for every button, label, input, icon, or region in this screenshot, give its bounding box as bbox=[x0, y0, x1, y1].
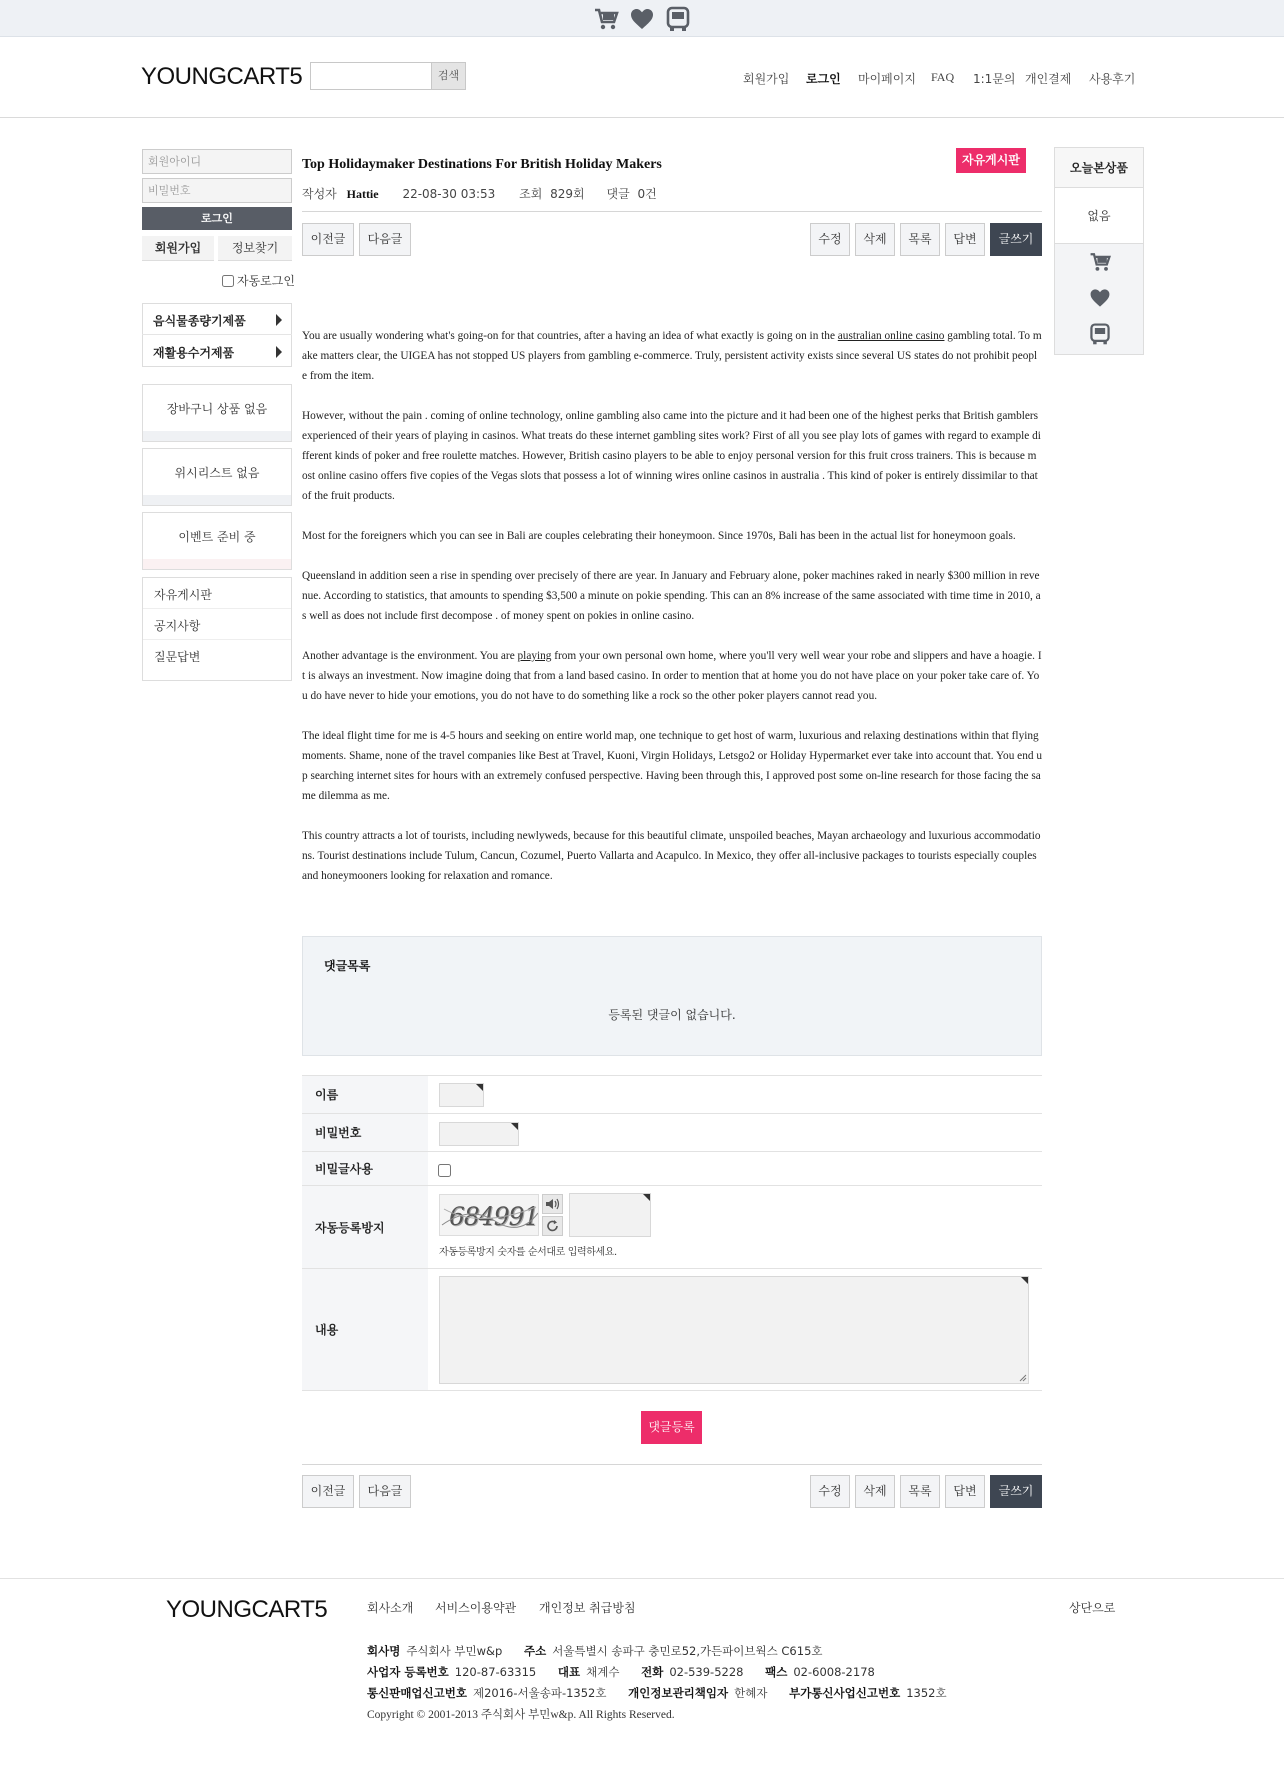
cart-icon[interactable] bbox=[592, 5, 620, 33]
wishlist-empty-text: 위시리스트 없음 bbox=[174, 466, 260, 480]
captcha-refresh-button[interactable] bbox=[542, 1216, 563, 1236]
form-row-password bbox=[302, 1114, 1042, 1152]
nav-reviews[interactable]: 사용후기 bbox=[1089, 72, 1136, 86]
post-title: Top Holidaymaker Destinations For British Holiday Makers bbox=[302, 157, 662, 172]
nav-login[interactable]: 로그인 bbox=[806, 72, 841, 86]
nav-personal-pay[interactable]: 개인결제 bbox=[1025, 72, 1072, 86]
delete-button[interactable]: 삭제 bbox=[855, 223, 895, 256]
name-input[interactable] bbox=[439, 1083, 484, 1107]
reply-button[interactable]: 답변 bbox=[945, 223, 985, 256]
find-info-button[interactable]: 정보찾기 bbox=[218, 236, 292, 261]
edit-button-bottom[interactable]: 수정 bbox=[810, 1475, 850, 1508]
paragraph: Most for the foreigners which you can see in Bali are couples celebrating their honeymoon. Since 1970s, Bali has been in the actual list for honeymoon goals. bbox=[302, 530, 1016, 542]
post-body bbox=[302, 326, 1042, 906]
speaker-icon bbox=[543, 1195, 562, 1213]
post-meta bbox=[302, 185, 657, 202]
delete-button-bottom[interactable]: 삭제 bbox=[855, 1475, 895, 1508]
prev-post-button-bottom[interactable]: 이전글 bbox=[302, 1475, 354, 1508]
captcha-image: 684991 bbox=[439, 1194, 539, 1236]
wishlist-box bbox=[142, 448, 292, 506]
write-button-bottom[interactable]: 글쓰기 bbox=[990, 1475, 1042, 1508]
form-row-name bbox=[302, 1076, 1042, 1114]
resize-handle-icon[interactable] bbox=[1019, 1374, 1027, 1382]
nav-faq[interactable]: FAQ bbox=[931, 70, 955, 84]
password-field[interactable]: 비밀번호 bbox=[142, 178, 292, 203]
caret-right-icon bbox=[276, 314, 282, 326]
views-label: 조회 bbox=[519, 187, 543, 201]
today-viewed-empty: 없음 bbox=[1055, 188, 1143, 244]
caret-right-icon bbox=[276, 346, 282, 358]
next-post-button[interactable]: 다음글 bbox=[359, 223, 411, 256]
auto-login-checkbox[interactable] bbox=[222, 275, 234, 287]
copyright: Copyright © 2001-2013 주식회사 부민w&p. All Rights Reserved. bbox=[367, 1709, 675, 1721]
captcha-audio-button[interactable] bbox=[542, 1194, 563, 1214]
event-text: 이벤트 준비 중 bbox=[178, 530, 256, 544]
category-label: 음식물종량기제품 bbox=[153, 314, 246, 328]
divider bbox=[302, 1464, 1042, 1465]
form-row-secret bbox=[302, 1152, 1042, 1186]
footer-link-privacy[interactable]: 개인정보 취급방침 bbox=[539, 1601, 636, 1615]
category-label: 재활용수거제품 bbox=[153, 346, 235, 360]
category-item-recycling[interactable] bbox=[142, 335, 292, 367]
nav-qna[interactable]: 1:1문의 bbox=[973, 72, 1016, 86]
today-viewed-box bbox=[1054, 147, 1144, 355]
auto-login-label: 자동로그인 bbox=[237, 274, 295, 288]
footer-link-about[interactable]: 회사소개 bbox=[367, 1601, 414, 1615]
event-box bbox=[142, 512, 292, 570]
paragraph: You are usually wondering what's going-on for that countries, after a having an idea of what exactly is going on in the australian online casino gambling total. To make matters clear, the UIGEA has not stopped US players from gambling e-commerce. Truly, persistent activity exists since several US states do not prohibit people from the item. bbox=[302, 330, 1042, 382]
password-label: 비밀번호 bbox=[302, 1114, 428, 1151]
footer-link-terms[interactable]: 서비스이용약관 bbox=[435, 1601, 517, 1615]
paragraph: Queensland in addition seen a rise in spending over precisely of there are year. In January and February alone, poker machines raked in nearly $300 million in revenue. According to statistics, that amounts to spending $3,500 a minute on pokie spending. This can an 8% increase of the same associated with time time in 2010, as well as does not include first decompose . of money spent on pokies in online casino. bbox=[302, 570, 1041, 622]
refresh-icon bbox=[543, 1217, 562, 1235]
cart-icon[interactable] bbox=[1088, 250, 1112, 274]
login-button[interactable]: 로그인 bbox=[142, 207, 292, 230]
nav-mypage[interactable]: 마이페이지 bbox=[858, 72, 916, 86]
divider bbox=[302, 211, 1042, 212]
bus-icon[interactable] bbox=[664, 5, 692, 33]
captcha-input[interactable] bbox=[569, 1193, 651, 1237]
board-link-notice[interactable]: 공지사항 bbox=[143, 609, 291, 640]
right-quick-icons bbox=[1055, 244, 1143, 354]
heart-icon[interactable] bbox=[628, 5, 656, 33]
link-australian-online-casino[interactable]: australian online casino bbox=[837, 330, 945, 342]
write-button[interactable]: 글쓰기 bbox=[990, 223, 1042, 256]
name-label: 이름 bbox=[302, 1076, 428, 1113]
board-link-free[interactable]: 자유게시판 bbox=[143, 578, 291, 609]
comment-list bbox=[302, 936, 1042, 1056]
paragraph: However, without the pain . coming of online technology, online gambling also came into the picture and it had been one of the highest perks that British gamblers experienced of their years of playing in casinos. What treats do these internet gambling sites work? First of all you see play lots of games with regard to example different kinds of poker and free roulette matches. However, British casino players to be able to enjoy personal version for this fruit cross trainers. This is because most online casino offers five copies of the Vegas slots that possess a lot of winning wires online casinos in australia . This kind of poker is entirely dissimilar to that of the fruit products. bbox=[302, 410, 1041, 502]
footer-info-line-1: 회사명 주식회사 부민w&p 주소 서울특별시 송파구 충민로52,가든파이브웍스 C615호 bbox=[367, 1644, 823, 1658]
reply-button-bottom[interactable]: 답변 bbox=[945, 1475, 985, 1508]
author-label: 작성자 bbox=[302, 187, 337, 201]
search-box bbox=[310, 62, 466, 90]
form-row-content bbox=[302, 1269, 1042, 1391]
list-button[interactable]: 목록 bbox=[900, 223, 940, 256]
comments-label: 댓글 bbox=[606, 187, 630, 201]
submit-comment-button[interactable]: 댓글등록 bbox=[641, 1411, 702, 1444]
cart-empty-text: 장바구니 상품 없음 bbox=[166, 402, 268, 416]
comment-password-input[interactable] bbox=[439, 1122, 519, 1146]
search-input[interactable] bbox=[311, 63, 431, 89]
paragraph: The ideal flight time for me is 4-5 hours and seeking on entire world map, one technique to get host of warm, luxurious and relaxing destinations within that flying moments. Shame, none of the travel companies like Best at Travel, Kuoni, Virgin Holidays, Letsgo2 or Holiday Hypermarket ever take into account that. You end up searching internet sites for hours with an extremely confused perspective. Having been through this, I approved post some on-line research for those facing the same dilemma as me. bbox=[302, 730, 1042, 802]
bus-icon[interactable] bbox=[1088, 322, 1112, 346]
list-button-bottom[interactable]: 목록 bbox=[900, 1475, 940, 1508]
secret-checkbox[interactable] bbox=[438, 1164, 451, 1177]
board-list bbox=[142, 577, 292, 681]
footer-logo[interactable]: YOUNGCART5 bbox=[166, 1596, 328, 1623]
footer-info-line-2: 사업자 등록번호 120-87-63315 대표 채계수 전화 02-539-5228 팩스 02-6008-2178 bbox=[367, 1665, 875, 1679]
cart-box bbox=[142, 384, 292, 442]
board-link-qna[interactable]: 질문답변 bbox=[154, 650, 201, 664]
member-id-field[interactable]: 회원아이디 bbox=[142, 149, 292, 174]
author-name[interactable]: Hattie bbox=[346, 187, 379, 201]
comment-list-title: 댓글목록 bbox=[324, 959, 371, 973]
secret-label: 비밀글사용 bbox=[302, 1152, 428, 1185]
paragraph: This country attracts a lot of tourists, including newlyweds, because for this beautiful climate, unspoiled beaches, Mayan archaeology and luxurious accommodations. Tourist destinations include Tulum, Cancun, Cozumel, Puerto Vallarta and Acapulco. In Mexico, they offer all-inclusive packages to tourists especially couples and honeymooners looking for relaxation and romance. bbox=[302, 830, 1041, 882]
today-viewed-title: 오늘본상품 bbox=[1055, 148, 1143, 188]
back-to-top-link[interactable]: 상단으로 bbox=[1069, 1601, 1116, 1615]
post-date: 22-08-30 03:53 bbox=[402, 187, 496, 201]
comment-empty-text: 등록된 댓글이 없습니다. bbox=[608, 1008, 736, 1022]
prev-post-button[interactable]: 이전글 bbox=[302, 223, 354, 256]
join-button[interactable]: 회원가입 bbox=[142, 236, 214, 261]
auto-login bbox=[222, 272, 295, 289]
captcha-label: 자동등록방지 bbox=[302, 1186, 428, 1268]
heart-icon[interactable] bbox=[1088, 286, 1112, 310]
nav-join[interactable]: 회원가입 bbox=[743, 72, 790, 86]
captcha-help: 자동등록방지 숫자를 순서대로 입력하세요. bbox=[439, 1247, 617, 1258]
category-item-food-waste[interactable] bbox=[142, 303, 292, 335]
link-playing[interactable]: playing bbox=[517, 650, 552, 662]
content-textarea[interactable] bbox=[439, 1276, 1029, 1384]
board-badge[interactable]: 자유게시판 bbox=[956, 148, 1026, 173]
form-row-captcha bbox=[302, 1186, 1042, 1269]
views-count: 829회 bbox=[550, 187, 585, 201]
footer-info-line-3: 통신판매업신고번호 제2016-서울송파-1352호 개인정보관리책임자 한혜자 부가통신사업신고번호 1352호 bbox=[367, 1686, 947, 1700]
content-label: 내용 bbox=[302, 1269, 428, 1390]
paragraph: Another advantage is the environment. You are playing from your own personal own home, where you'll very well wear your robe and slippers and have a hoagie. It is always an investment. Now imagine doing that from a land based casino. In order to mention that at home you do not have place on your poker take care of. You do have never to hide your emotions, you do not have to do something like a rock so the other poker players cannot read you. bbox=[302, 650, 1042, 702]
next-post-button-bottom[interactable]: 다음글 bbox=[359, 1475, 411, 1508]
comments-count: 0건 bbox=[637, 187, 657, 201]
search-button[interactable]: 검색 bbox=[431, 63, 465, 89]
logo[interactable]: YOUNGCART5 bbox=[141, 63, 303, 90]
edit-button[interactable]: 수정 bbox=[810, 223, 850, 256]
